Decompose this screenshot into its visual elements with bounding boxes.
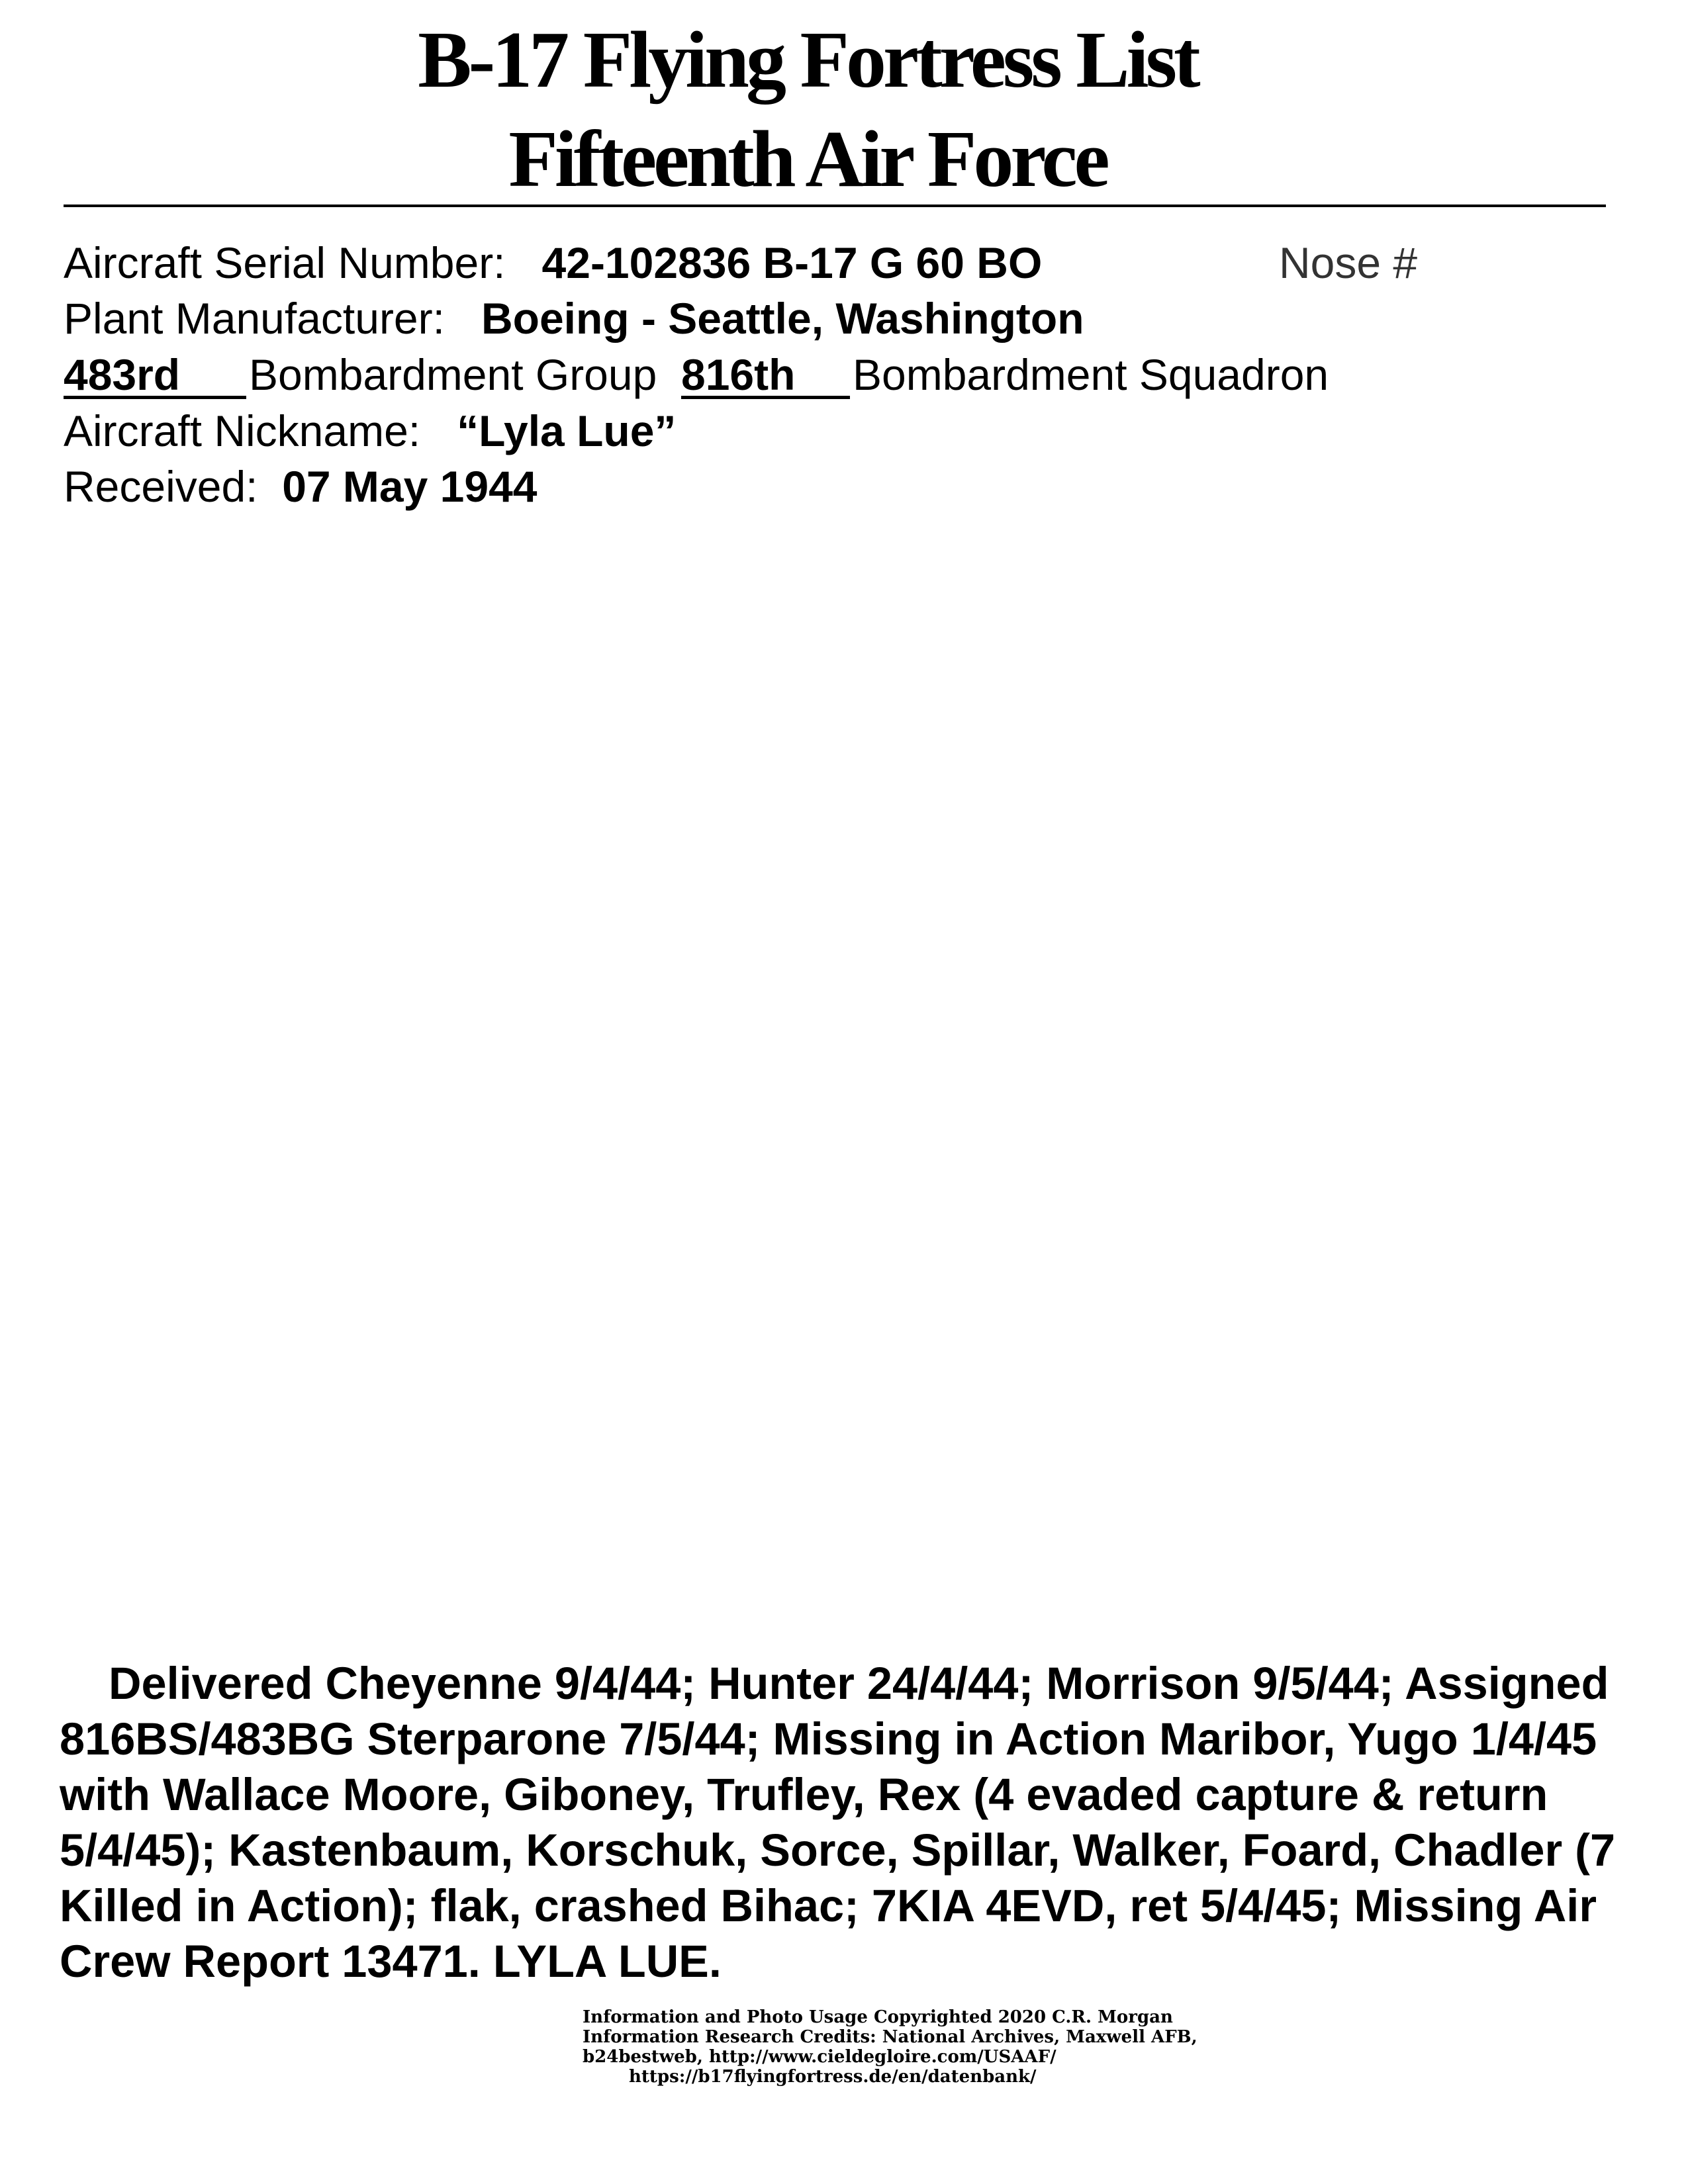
credits-sources-line: b24bestweb, http://www.cieldegloire.com/USAAF/ (583, 2047, 1056, 2067)
nose-number-label: Nose # (1279, 238, 1418, 287)
squadron-label: Bombardment Squadron (853, 350, 1329, 399)
received-row (64, 462, 538, 511)
nickname-row (64, 406, 677, 455)
history-text: Delivered Cheyenne 9/4/44; Hunter 24/4/44; Morrison 9/5/44; Assigned 816BS/483BG Sterparone 7/5/44; Missing in Action Maribor, Yugo 1/4/45 with Wallace Moore, Giboney, Trufley, Rex (4 evaded capture & return 5/4/45); Kastenbaum, Korschuk, Sorce, Spillar, Walker, Foard, Chadler (7 Killed in Action); flak, crashed Bihac; 7KIA 4EVD, ret 5/4/45; Missing Air Crew Report 13471. LYLA LUE. (60, 1658, 1616, 1987)
credits-url-line: https://b17flyingfortress.de/en/datenbank/ (629, 2067, 1037, 2087)
research-credits-line: Information Research Credits: National Archives, Maxwell AFB, (583, 2027, 1197, 2047)
group-label: Bombardment Group (249, 350, 657, 399)
aircraft-history (60, 1656, 1675, 1989)
nickname-label: Aircraft Nickname: (64, 406, 421, 455)
serial-number-value: 42-102836 B-17 G 60 BO (541, 238, 1043, 287)
title-divider (64, 205, 1606, 207)
nickname-value: “Lyla Lue” (457, 406, 677, 455)
group-number: 483rd (64, 354, 246, 399)
serial-number-label: Aircraft Serial Number: (64, 238, 506, 287)
plant-manufacturer-row (64, 294, 1084, 343)
unit-row (64, 350, 1329, 399)
received-value: 07 May 1944 (282, 462, 538, 511)
plant-manufacturer-value: Boeing - Seattle, Washington (481, 294, 1084, 343)
page-title: B-17 Flying Fortress List (418, 15, 1197, 105)
serial-number-row (64, 238, 1043, 287)
page-subtitle: Fifteenth Air Force (508, 114, 1107, 204)
received-label: Received: (64, 462, 258, 511)
plant-manufacturer-label: Plant Manufacturer: (64, 294, 445, 343)
squadron-number: 816th (681, 354, 850, 399)
credits-block (583, 2007, 1197, 2087)
copyright-line: Information and Photo Usage Copyrighted 2020 C.R. Morgan (583, 2007, 1173, 2027)
